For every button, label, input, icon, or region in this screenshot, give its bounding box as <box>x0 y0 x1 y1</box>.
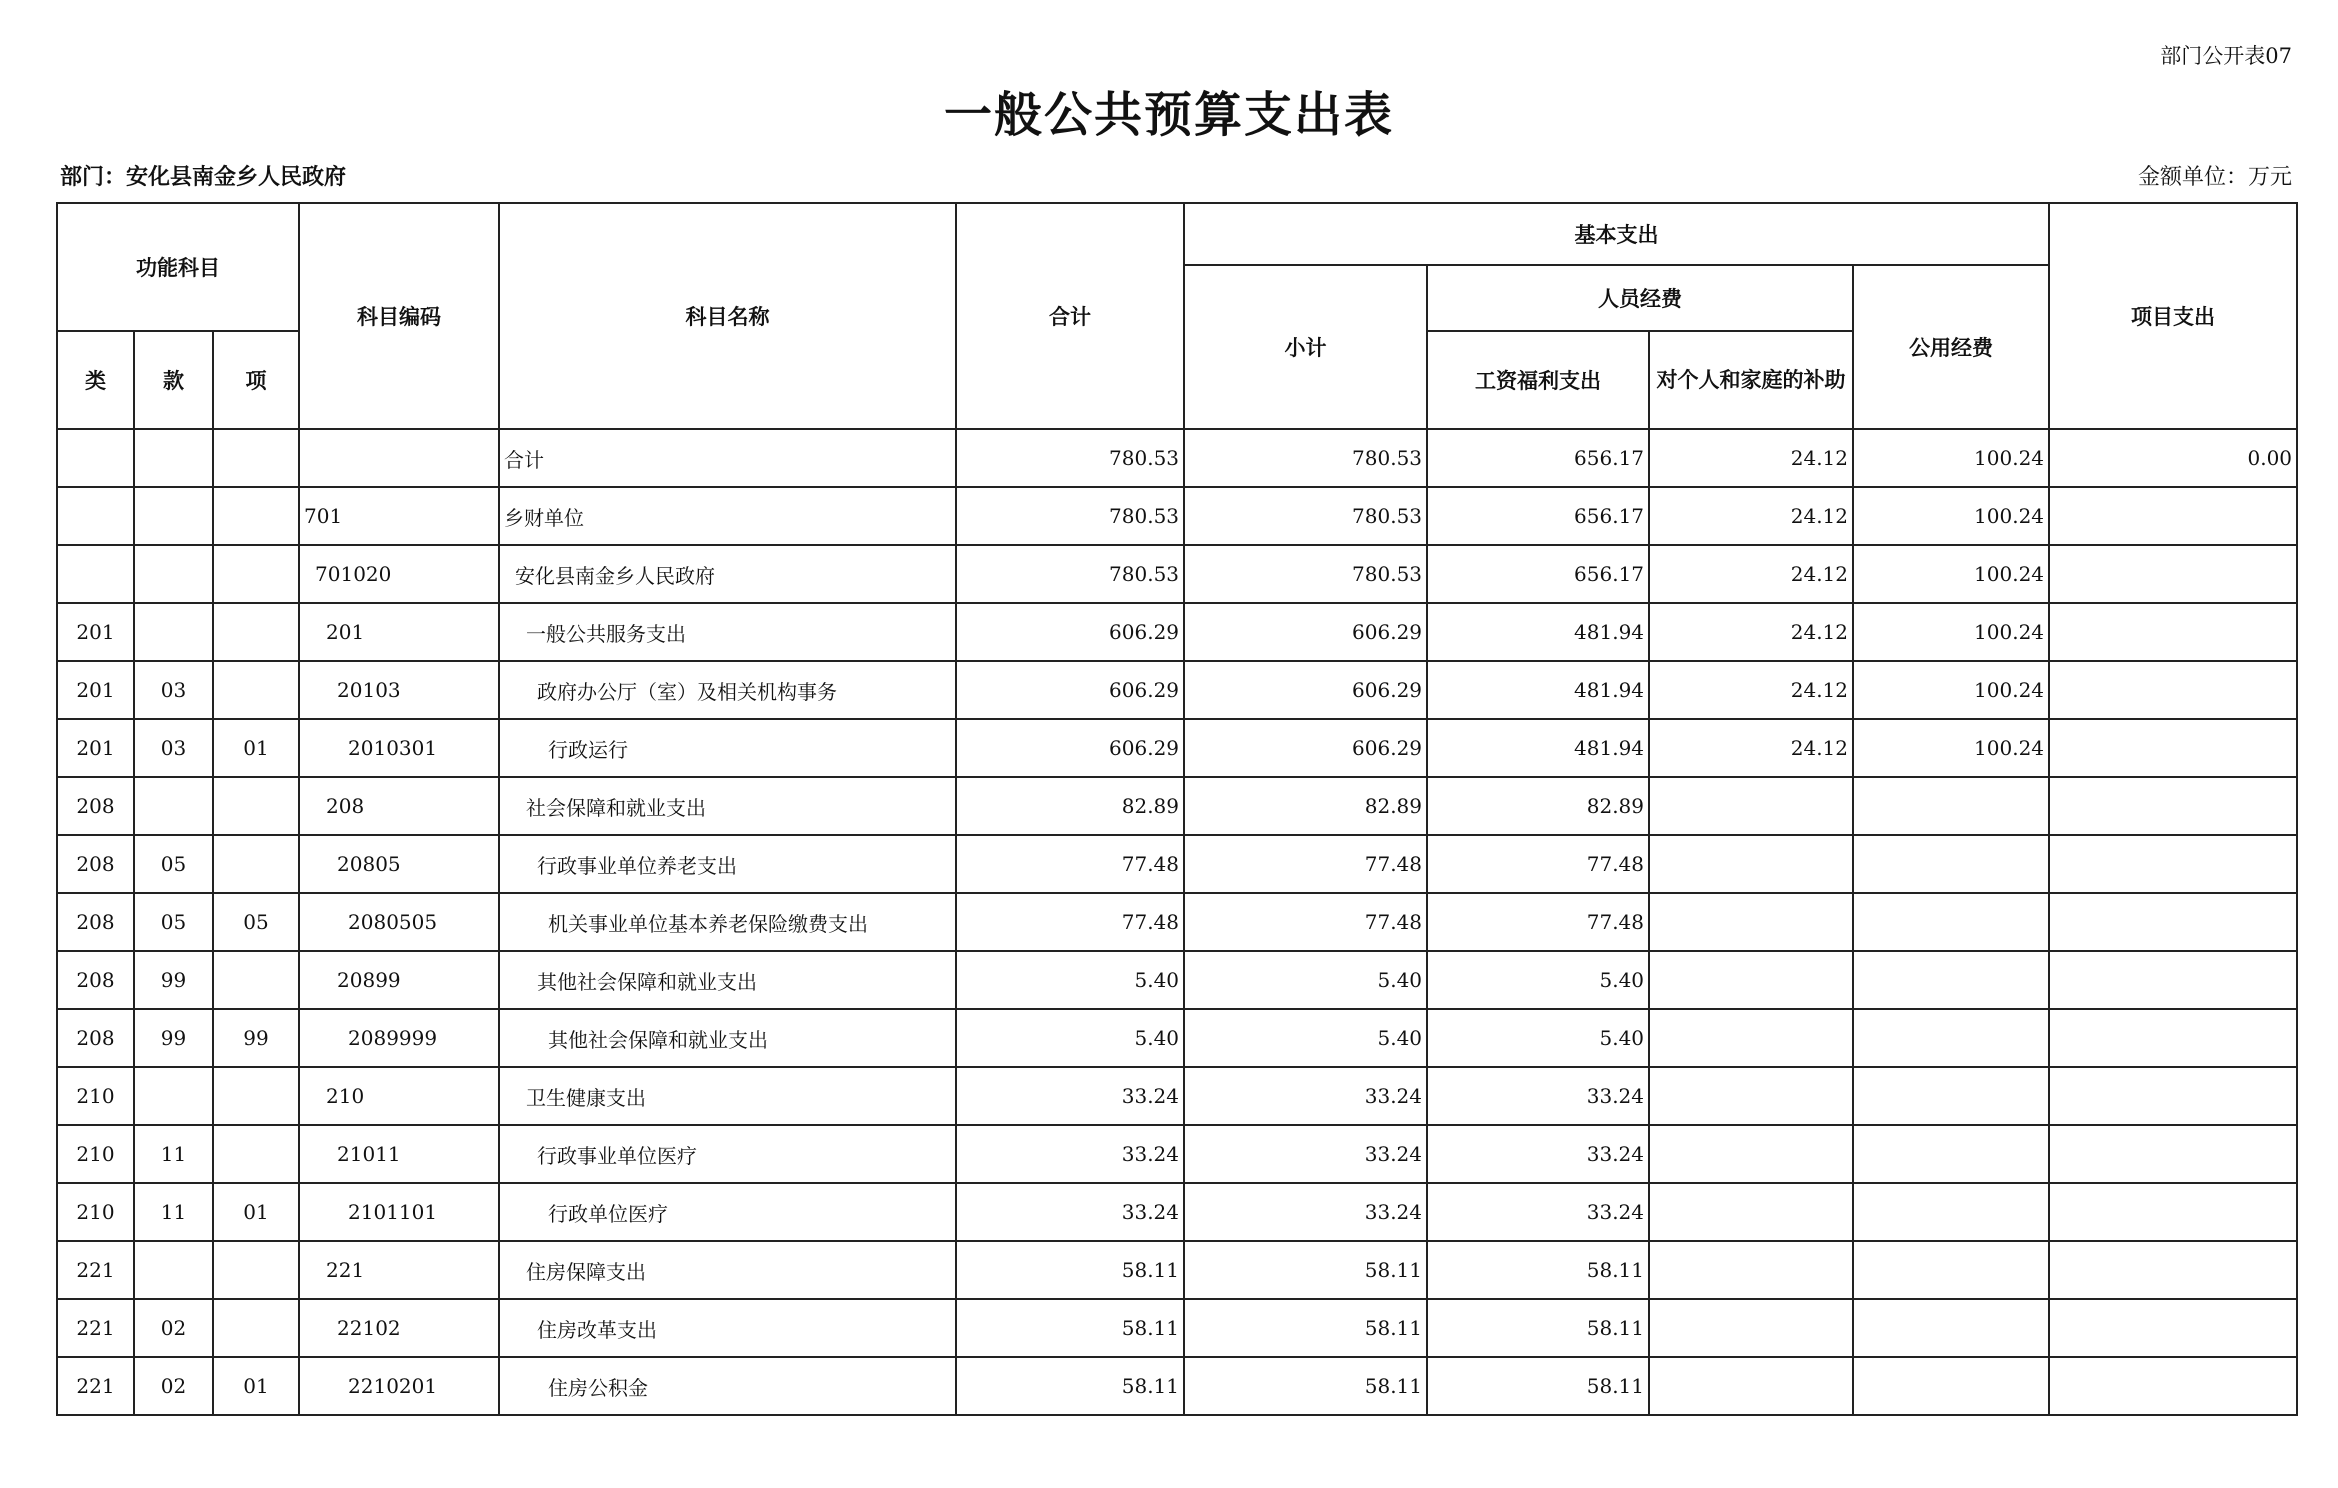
cell-project <box>2049 719 2297 777</box>
form-code: 部门公开表07 <box>2160 44 2292 68</box>
cell-lei: 208 <box>57 893 134 951</box>
cell-subject-name: 安化县南金乡人民政府 <box>499 545 956 603</box>
cell-subtotal: 77.48 <box>1184 835 1427 893</box>
cell-subject-name: 机关事业单位基本养老保险缴费支出 <box>499 893 956 951</box>
table-row <box>57 661 2297 719</box>
cell-subsidies: 24.12 <box>1649 603 1853 661</box>
cell-project <box>2049 1183 2297 1241</box>
cell-xiang <box>213 777 299 835</box>
cell-public-funds <box>1853 777 2049 835</box>
cell-xiang <box>213 835 299 893</box>
cell-subject-name: 住房改革支出 <box>499 1299 956 1357</box>
cell-subject-name: 卫生健康支出 <box>499 1067 956 1125</box>
header-function-subject: 功能科目 <box>57 203 299 331</box>
cell-lei <box>57 429 134 487</box>
table-row <box>57 1241 2297 1299</box>
cell-subject-name: 政府办公厅（室）及相关机构事务 <box>499 661 956 719</box>
amount-unit-label: 金额单位：万元 <box>2137 165 2292 190</box>
cell-public-funds <box>1853 1357 2049 1415</box>
header-basic-expenditure: 基本支出 <box>1184 203 2049 265</box>
cell-total: 58.11 <box>956 1299 1184 1357</box>
cell-subject-code: 21011 <box>299 1125 499 1183</box>
cell-subject-name: 行政单位医疗 <box>499 1183 956 1241</box>
cell-subsidies: 24.12 <box>1649 719 1853 777</box>
table-row <box>57 1183 2297 1241</box>
table-row <box>57 1009 2297 1067</box>
table-row <box>57 1299 2297 1357</box>
cell-xiang: 01 <box>213 1357 299 1415</box>
cell-public-funds <box>1853 1299 2049 1357</box>
cell-subject-code: 221 <box>299 1241 499 1299</box>
cell-subsidies <box>1649 1067 1853 1125</box>
cell-lei: 210 <box>57 1067 134 1125</box>
cell-wages: 58.11 <box>1427 1241 1649 1299</box>
cell-wages: 77.48 <box>1427 893 1649 951</box>
cell-subtotal: 780.53 <box>1184 545 1427 603</box>
cell-xiang <box>213 661 299 719</box>
header-subject-name: 科目名称 <box>499 203 956 429</box>
department-label: 部门：安化县南金乡人民政府 <box>60 164 347 190</box>
cell-subject-code: 208 <box>299 777 499 835</box>
cell-lei: 201 <box>57 719 134 777</box>
cell-public-funds <box>1853 1183 2049 1241</box>
cell-lei <box>57 487 134 545</box>
cell-project <box>2049 1299 2297 1357</box>
cell-total: 606.29 <box>956 603 1184 661</box>
header-wages: 工资福利支出 <box>1427 331 1649 429</box>
cell-total: 58.11 <box>956 1241 1184 1299</box>
header-total: 合计 <box>956 203 1184 429</box>
cell-subtotal: 780.53 <box>1184 429 1427 487</box>
cell-wages: 656.17 <box>1427 487 1649 545</box>
cell-project <box>2049 661 2297 719</box>
cell-subject-code: 210 <box>299 1067 499 1125</box>
cell-subtotal: 33.24 <box>1184 1067 1427 1125</box>
cell-subject-name: 行政运行 <box>499 719 956 777</box>
cell-wages: 33.24 <box>1427 1183 1649 1241</box>
cell-total: 33.24 <box>956 1183 1184 1241</box>
cell-kuan <box>134 777 213 835</box>
cell-subject-code: 2080505 <box>299 893 499 951</box>
cell-wages: 58.11 <box>1427 1299 1649 1357</box>
table-row <box>57 951 2297 1009</box>
header-kuan: 款 <box>134 331 213 429</box>
cell-xiang <box>213 1125 299 1183</box>
cell-xiang <box>213 1241 299 1299</box>
cell-subject-name: 行政事业单位医疗 <box>499 1125 956 1183</box>
cell-kuan <box>134 545 213 603</box>
cell-public-funds <box>1853 951 2049 1009</box>
cell-subject-name: 合计 <box>499 429 956 487</box>
cell-total: 606.29 <box>956 719 1184 777</box>
cell-total: 77.48 <box>956 835 1184 893</box>
table-row <box>57 603 2297 661</box>
cell-subsidies <box>1649 1183 1853 1241</box>
cell-wages: 656.17 <box>1427 545 1649 603</box>
cell-wages: 656.17 <box>1427 429 1649 487</box>
cell-project: 0.00 <box>2049 429 2297 487</box>
cell-wages: 5.40 <box>1427 1009 1649 1067</box>
cell-kuan: 99 <box>134 1009 213 1067</box>
cell-subsidies: 24.12 <box>1649 661 1853 719</box>
cell-wages: 481.94 <box>1427 661 1649 719</box>
cell-xiang <box>213 429 299 487</box>
cell-subsidies: 24.12 <box>1649 487 1853 545</box>
cell-kuan <box>134 429 213 487</box>
cell-subsidies <box>1649 893 1853 951</box>
cell-subsidies <box>1649 777 1853 835</box>
cell-kuan: 02 <box>134 1299 213 1357</box>
header-project-expenditure: 项目支出 <box>2049 203 2297 429</box>
table-row <box>57 835 2297 893</box>
cell-kuan: 02 <box>134 1357 213 1415</box>
table-row <box>57 719 2297 777</box>
cell-subtotal: 58.11 <box>1184 1299 1427 1357</box>
cell-subject-name: 一般公共服务支出 <box>499 603 956 661</box>
cell-xiang: 05 <box>213 893 299 951</box>
cell-total: 780.53 <box>956 545 1184 603</box>
cell-subsidies <box>1649 835 1853 893</box>
cell-subsidies <box>1649 1125 1853 1183</box>
cell-total: 606.29 <box>956 661 1184 719</box>
cell-subject-code: 701 <box>299 487 499 545</box>
cell-subtotal: 82.89 <box>1184 777 1427 835</box>
cell-total: 58.11 <box>956 1357 1184 1415</box>
cell-public-funds: 100.24 <box>1853 719 2049 777</box>
cell-lei: 208 <box>57 835 134 893</box>
page-title: 一般公共预算支出表 <box>943 87 1394 143</box>
cell-wages: 33.24 <box>1427 1125 1649 1183</box>
table-row <box>57 545 2297 603</box>
cell-kuan <box>134 1067 213 1125</box>
cell-subtotal: 33.24 <box>1184 1183 1427 1241</box>
cell-kuan: 05 <box>134 835 213 893</box>
table-row <box>57 487 2297 545</box>
cell-project <box>2049 487 2297 545</box>
cell-total: 780.53 <box>956 429 1184 487</box>
cell-subject-code: 20805 <box>299 835 499 893</box>
cell-public-funds <box>1853 1125 2049 1183</box>
header-subsidies: 对个人和家庭的补助 <box>1649 331 1853 429</box>
cell-wages: 481.94 <box>1427 719 1649 777</box>
cell-total: 77.48 <box>956 893 1184 951</box>
cell-project <box>2049 603 2297 661</box>
cell-xiang <box>213 1299 299 1357</box>
cell-total: 5.40 <box>956 1009 1184 1067</box>
cell-lei: 210 <box>57 1183 134 1241</box>
cell-xiang <box>213 1067 299 1125</box>
cell-xiang <box>213 603 299 661</box>
cell-subject-code: 2210201 <box>299 1357 499 1415</box>
cell-public-funds <box>1853 1009 2049 1067</box>
cell-subject-code <box>299 429 499 487</box>
cell-total: 33.24 <box>956 1125 1184 1183</box>
cell-kuan: 03 <box>134 719 213 777</box>
cell-subsidies <box>1649 1009 1853 1067</box>
cell-subject-code: 20103 <box>299 661 499 719</box>
cell-subject-code: 2089999 <box>299 1009 499 1067</box>
cell-subtotal: 780.53 <box>1184 487 1427 545</box>
cell-subject-name: 住房保障支出 <box>499 1241 956 1299</box>
cell-subject-code: 22102 <box>299 1299 499 1357</box>
budget-table <box>56 202 2298 1416</box>
cell-wages: 82.89 <box>1427 777 1649 835</box>
cell-kuan: 11 <box>134 1183 213 1241</box>
cell-subtotal: 77.48 <box>1184 893 1427 951</box>
cell-lei: 221 <box>57 1299 134 1357</box>
cell-total: 82.89 <box>956 777 1184 835</box>
cell-wages: 77.48 <box>1427 835 1649 893</box>
cell-kuan: 05 <box>134 893 213 951</box>
cell-xiang: 01 <box>213 719 299 777</box>
cell-subsidies: 24.12 <box>1649 545 1853 603</box>
cell-xiang <box>213 951 299 1009</box>
cell-kuan: 11 <box>134 1125 213 1183</box>
cell-subtotal: 606.29 <box>1184 719 1427 777</box>
cell-lei: 201 <box>57 603 134 661</box>
cell-lei: 201 <box>57 661 134 719</box>
cell-lei <box>57 545 134 603</box>
cell-public-funds: 100.24 <box>1853 603 2049 661</box>
header-xiang: 项 <box>213 331 299 429</box>
cell-wages: 5.40 <box>1427 951 1649 1009</box>
cell-public-funds: 100.24 <box>1853 661 2049 719</box>
cell-subject-name: 乡财单位 <box>499 487 956 545</box>
table-row <box>57 1067 2297 1125</box>
table-row <box>57 893 2297 951</box>
cell-public-funds <box>1853 893 2049 951</box>
cell-total: 33.24 <box>956 1067 1184 1125</box>
cell-project <box>2049 835 2297 893</box>
cell-subsidies <box>1649 1241 1853 1299</box>
cell-subject-name: 住房公积金 <box>499 1357 956 1415</box>
cell-subject-name: 其他社会保障和就业支出 <box>499 1009 956 1067</box>
cell-wages: 33.24 <box>1427 1067 1649 1125</box>
cell-subsidies: 24.12 <box>1649 429 1853 487</box>
cell-lei: 208 <box>57 777 134 835</box>
cell-subtotal: 606.29 <box>1184 603 1427 661</box>
cell-subtotal: 58.11 <box>1184 1357 1427 1415</box>
cell-xiang <box>213 487 299 545</box>
table-body <box>57 429 2297 1415</box>
cell-xiang: 99 <box>213 1009 299 1067</box>
cell-project <box>2049 1067 2297 1125</box>
cell-public-funds <box>1853 1241 2049 1299</box>
cell-public-funds: 100.24 <box>1853 429 2049 487</box>
cell-lei: 208 <box>57 1009 134 1067</box>
cell-kuan: 03 <box>134 661 213 719</box>
cell-subtotal: 33.24 <box>1184 1125 1427 1183</box>
cell-project <box>2049 1241 2297 1299</box>
cell-kuan <box>134 603 213 661</box>
header-personnel-funds: 人员经费 <box>1427 265 1853 331</box>
cell-subtotal: 5.40 <box>1184 951 1427 1009</box>
cell-kuan: 99 <box>134 951 213 1009</box>
header-public-funds: 公用经费 <box>1853 265 2049 429</box>
cell-xiang: 01 <box>213 1183 299 1241</box>
cell-total: 780.53 <box>956 487 1184 545</box>
cell-subject-code: 20899 <box>299 951 499 1009</box>
cell-lei: 210 <box>57 1125 134 1183</box>
cell-subsidies <box>1649 1357 1853 1415</box>
cell-xiang <box>213 545 299 603</box>
cell-kuan <box>134 487 213 545</box>
cell-public-funds <box>1853 835 2049 893</box>
cell-lei: 221 <box>57 1357 134 1415</box>
cell-subject-code: 2010301 <box>299 719 499 777</box>
header-subject-code: 科目编码 <box>299 203 499 429</box>
cell-wages: 58.11 <box>1427 1357 1649 1415</box>
cell-public-funds: 100.24 <box>1853 545 2049 603</box>
cell-project <box>2049 777 2297 835</box>
cell-subtotal: 58.11 <box>1184 1241 1427 1299</box>
cell-project <box>2049 893 2297 951</box>
cell-lei: 221 <box>57 1241 134 1299</box>
cell-project <box>2049 1357 2297 1415</box>
cell-subject-name: 其他社会保障和就业支出 <box>499 951 956 1009</box>
cell-subject-code: 201 <box>299 603 499 661</box>
cell-public-funds <box>1853 1067 2049 1125</box>
cell-subject-name: 社会保障和就业支出 <box>499 777 956 835</box>
cell-subsidies <box>1649 951 1853 1009</box>
cell-subtotal: 5.40 <box>1184 1009 1427 1067</box>
cell-public-funds: 100.24 <box>1853 487 2049 545</box>
header-subtotal: 小计 <box>1184 265 1427 429</box>
cell-subtotal: 606.29 <box>1184 661 1427 719</box>
cell-project <box>2049 1009 2297 1067</box>
table-row <box>57 777 2297 835</box>
cell-lei: 208 <box>57 951 134 1009</box>
cell-project <box>2049 951 2297 1009</box>
cell-subsidies <box>1649 1299 1853 1357</box>
cell-subject-code: 2101101 <box>299 1183 499 1241</box>
table-row <box>57 429 2297 487</box>
cell-project <box>2049 1125 2297 1183</box>
cell-kuan <box>134 1241 213 1299</box>
cell-project <box>2049 545 2297 603</box>
cell-total: 5.40 <box>956 951 1184 1009</box>
table-row <box>57 1357 2297 1415</box>
table-row <box>57 1125 2297 1183</box>
header-lei: 类 <box>57 331 134 429</box>
cell-subject-name: 行政事业单位养老支出 <box>499 835 956 893</box>
cell-subject-code: 701020 <box>299 545 499 603</box>
cell-wages: 481.94 <box>1427 603 1649 661</box>
